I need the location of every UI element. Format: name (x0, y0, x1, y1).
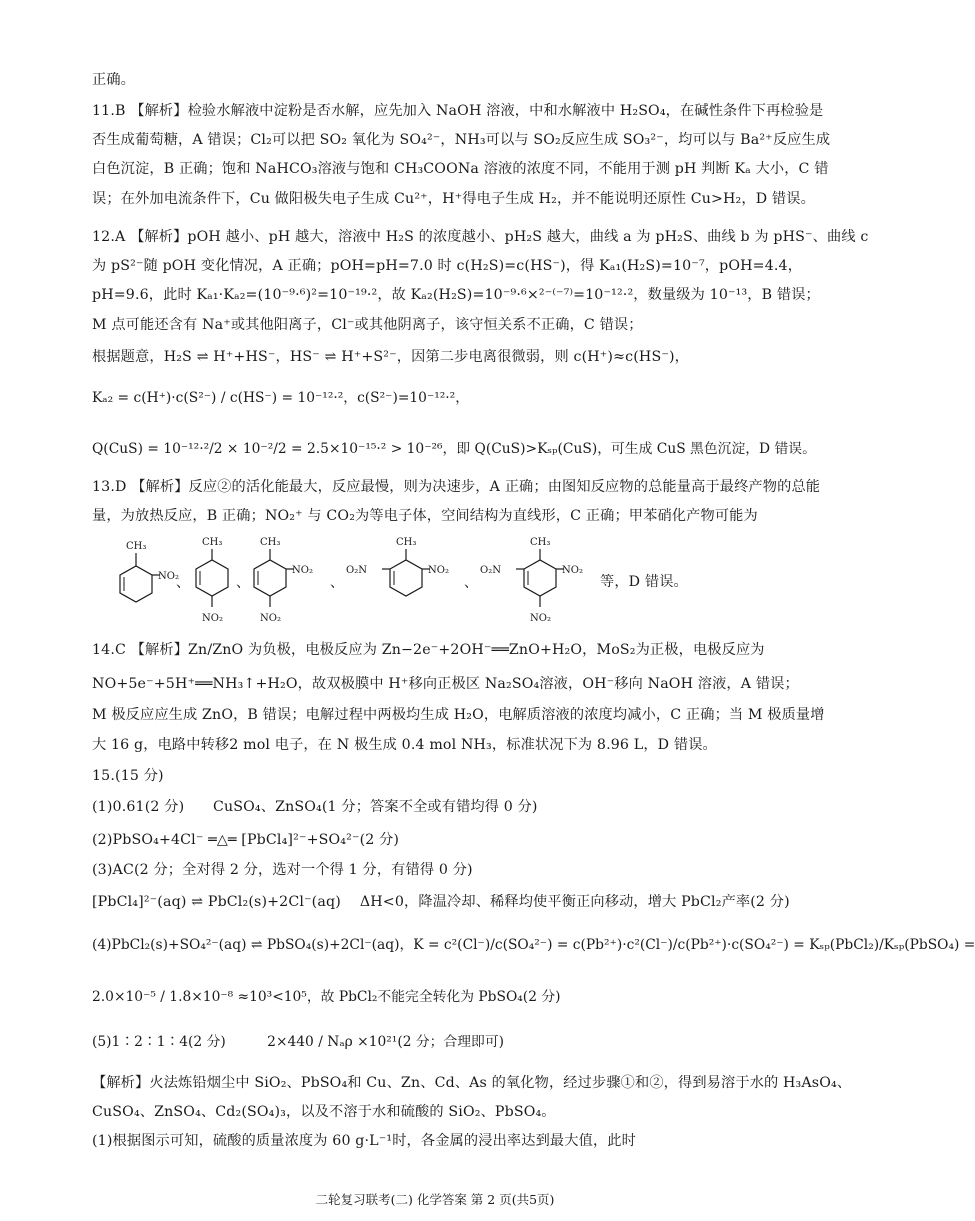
ch3-label: CH₃ (202, 537, 223, 548)
text-line: 误；在外加电流条件下，Cu 做阳极失电子生成 Cu²⁺，H⁺得电子生成 H₂，并不能说明还原性 Cu>H₂，D 错误。 (92, 191, 815, 207)
text-line: [PbCl₄]²⁻(aq) ⇌ PbCl₂(s)+2Cl⁻(aq) ΔH<0，降温冷却、稀释均使平衡正向移动，增大 PbCl₂产率(2 分) (92, 894, 790, 910)
separator: 、 (464, 575, 478, 591)
no2-label: NO₂ (562, 565, 583, 576)
no2-label: NO₂ (530, 613, 551, 624)
k-formula: (4)PbCl₂(s)+SO₄²⁻(aq) ⇌ PbSO₄(s)+2Cl⁻(aq)，K = c²(Cl⁻)/c(SO₄²⁻) = c(Pb²⁺)·c²(Cl⁻)/c(Pb²⁺)·c(SO₄²⁻) = Kₛₚ(PbCl₂)/Kₛₚ(PbSO₄) = (92, 937, 975, 953)
text-line: pH=9.6，此时 Kₐ₁·Kₐ₂=(10⁻⁹·⁶)²=10⁻¹⁹·²，故 Kₐ₂(H₂S)=10⁻⁹·⁶×²⁻⁽⁻⁷⁾=10⁻¹²·²，数量级为 10⁻¹³，B 错误； (92, 287, 820, 303)
answer-12-line: 12.A 【解析】pOH 越小、pH 越大，溶液中 H₂S 的浓度越小、pH₂S 越大，曲线 a 为 pH₂S、曲线 b 为 pHS⁻、曲线 c (92, 229, 869, 245)
answer-15-heading: 15.(15 分) (92, 768, 164, 784)
no2-label: NO₂ (260, 613, 281, 624)
text-line: 白色沉淀，B 正确；饱和 NaHCO₃溶液与饱和 CH₃COONa 溶液的浓度不同，不能用于测 pH 判断 Kₐ 大小，C 错 (92, 161, 829, 177)
o2n-label: O₂N (346, 565, 367, 576)
page-footer: 二轮复习联考(二) 化学答案 第 2 页(共5页) (315, 1192, 555, 1207)
text-line: (1)0.61(2 分) CuSO₄、ZnSO₄(1 分；答案不全或有错均得 0 分) (92, 799, 538, 815)
text-line: NO+5e⁻+5H⁺══NH₃↑+H₂O，故双极膜中 H⁺移向正极区 Na₂SO₄溶液，OH⁻移向 NaOH 溶液，A 错误； (92, 676, 799, 692)
ch3-label: CH₃ (126, 541, 147, 552)
qcus-formula: Q(CuS) = 10⁻¹²·²/2 × 10⁻²/2 = 2.5×10⁻¹⁵·² > 10⁻²⁶，即 Q(CuS)>Kₛₚ(CuS)，可生成 CuS 黑色沉淀，D 错误。 (92, 441, 816, 457)
text-line: (1)根据图示可知，硫酸的质量浓度为 60 g·L⁻¹时，各金属的浸出率达到最大值，此时 (92, 1133, 636, 1149)
text-line: 量，为放热反应，B 正确；NO₂⁺ 与 CO₂为等电子体，空间结构为直线形，C 正确；甲苯硝化产物可能为 (92, 508, 758, 524)
no2-label: NO₂ (292, 565, 313, 576)
no2-label: NO₂ (158, 571, 179, 582)
analysis-line: 【解析】火法炼铅烟尘中 SiO₂、PbSO₄和 Cu、Zn、Cd、As 的氧化物，经过步骤①和②，得到易溶于水的 H₃AsO₄、 (92, 1075, 852, 1091)
no2-label: NO₂ (428, 565, 449, 576)
dinitrotoluene-26-structure (344, 535, 464, 627)
separator: 、 (176, 575, 190, 591)
text-line: (5)1∶2∶1∶4(2 分) 2×440 / Nₐρ ×10²¹(2 分；合理即可) (92, 1034, 505, 1050)
text-line: 根据题意，H₂S ⇌ H⁺+HS⁻，HS⁻ ⇌ H⁺+S²⁻，因第二步电离很微弱，则 c(H⁺)≈c(HS⁻)， (92, 349, 689, 365)
separator: 、 (236, 575, 250, 591)
no2-label: NO₂ (202, 613, 223, 624)
text-line: 正确。 (92, 72, 136, 88)
text-line: M 极反应应生成 ZnO，B 错误；电解过程中两极均生成 H₂O，电解质溶液的浓度均减小，C 正确；当 M 极质量增 (92, 707, 825, 723)
answer-13-line: 13.D 【解析】反应②的活化能最大，反应最慢，则为决速步，A 正确；由图知反应物的总能量高于最终产物的总能 (92, 479, 821, 495)
o2n-label: O₂N (480, 565, 501, 576)
text-line: 为 pS²⁻随 pOH 变化情况，A 正确；pOH=pH=7.0 时 c(H₂S)=c(HS⁻)，得 Kₐ₁(H₂S)=10⁻⁷，pOH=4.4， (92, 258, 803, 274)
o-nitrotoluene-structure (92, 535, 182, 627)
text-line: (2)PbSO₄+4Cl⁻ ═△═ [PbCl₄]²⁻+SO₄²⁻(2 分) (92, 832, 400, 848)
text-line: 等，D 错误。 (600, 574, 688, 590)
answer-14-line: 14.C 【解析】Zn/ZnO 为负极，电极反应为 Zn−2e⁻+2OH⁻══ZnO+H₂O，MoS₂为正极，电极反应为 (92, 642, 765, 658)
text-line: 否生成葡萄糖，A 错误；Cl₂可以把 SO₂ 氧化为 SO₄²⁻，NH₃可以与 SO₂反应生成 SO₃²⁻，均可以与 Ba²⁺反应生成 (92, 132, 831, 148)
p-nitrotoluene-structure (190, 535, 236, 627)
text-line: CuSO₄、ZnSO₄、Cd₂(SO₄)₃，以及不溶于水和硫酸的 SiO₂、PbSO₄。 (92, 1104, 556, 1120)
text-line: 大 16 g，电路中转移2 mol 电子，在 N 极生成 0.4 mol NH₃，标准状况下为 8.96 L，D 错误。 (92, 737, 717, 753)
ch3-label: CH₃ (530, 537, 551, 548)
separator: 、 (330, 575, 344, 591)
ratio-formula: 2.0×10⁻⁵ / 1.8×10⁻⁸ ≈10³<10⁵，故 PbCl₂不能完全转化为 PbSO₄(2 分) (92, 989, 561, 1005)
text-line: M 点可能还含有 Na⁺或其他阳离子，Cl⁻或其他阴离子，该守恒关系不正确，C 错误； (92, 317, 643, 333)
dinitrotoluene-structure (248, 535, 328, 627)
ch3-label: CH₃ (396, 537, 417, 548)
trinitrotoluene-structure (478, 535, 598, 627)
ch3-label: CH₃ (260, 537, 281, 548)
ka2-formula: Kₐ₂ = c(H⁺)·c(S²⁻) / c(HS⁻) = 10⁻¹²·²，c(S²⁻)=10⁻¹²·²， (92, 390, 469, 406)
text-line: (3)AC(2 分；全对得 2 分，选对一个得 1 分，有错得 0 分) (92, 862, 473, 878)
answer-11-line: 11.B 【解析】检验水解液中淀粉是否水解，应先加入 NaOH 溶液，中和水解液中 H₂SO₄，在碱性条件下再检验是 (92, 103, 824, 119)
